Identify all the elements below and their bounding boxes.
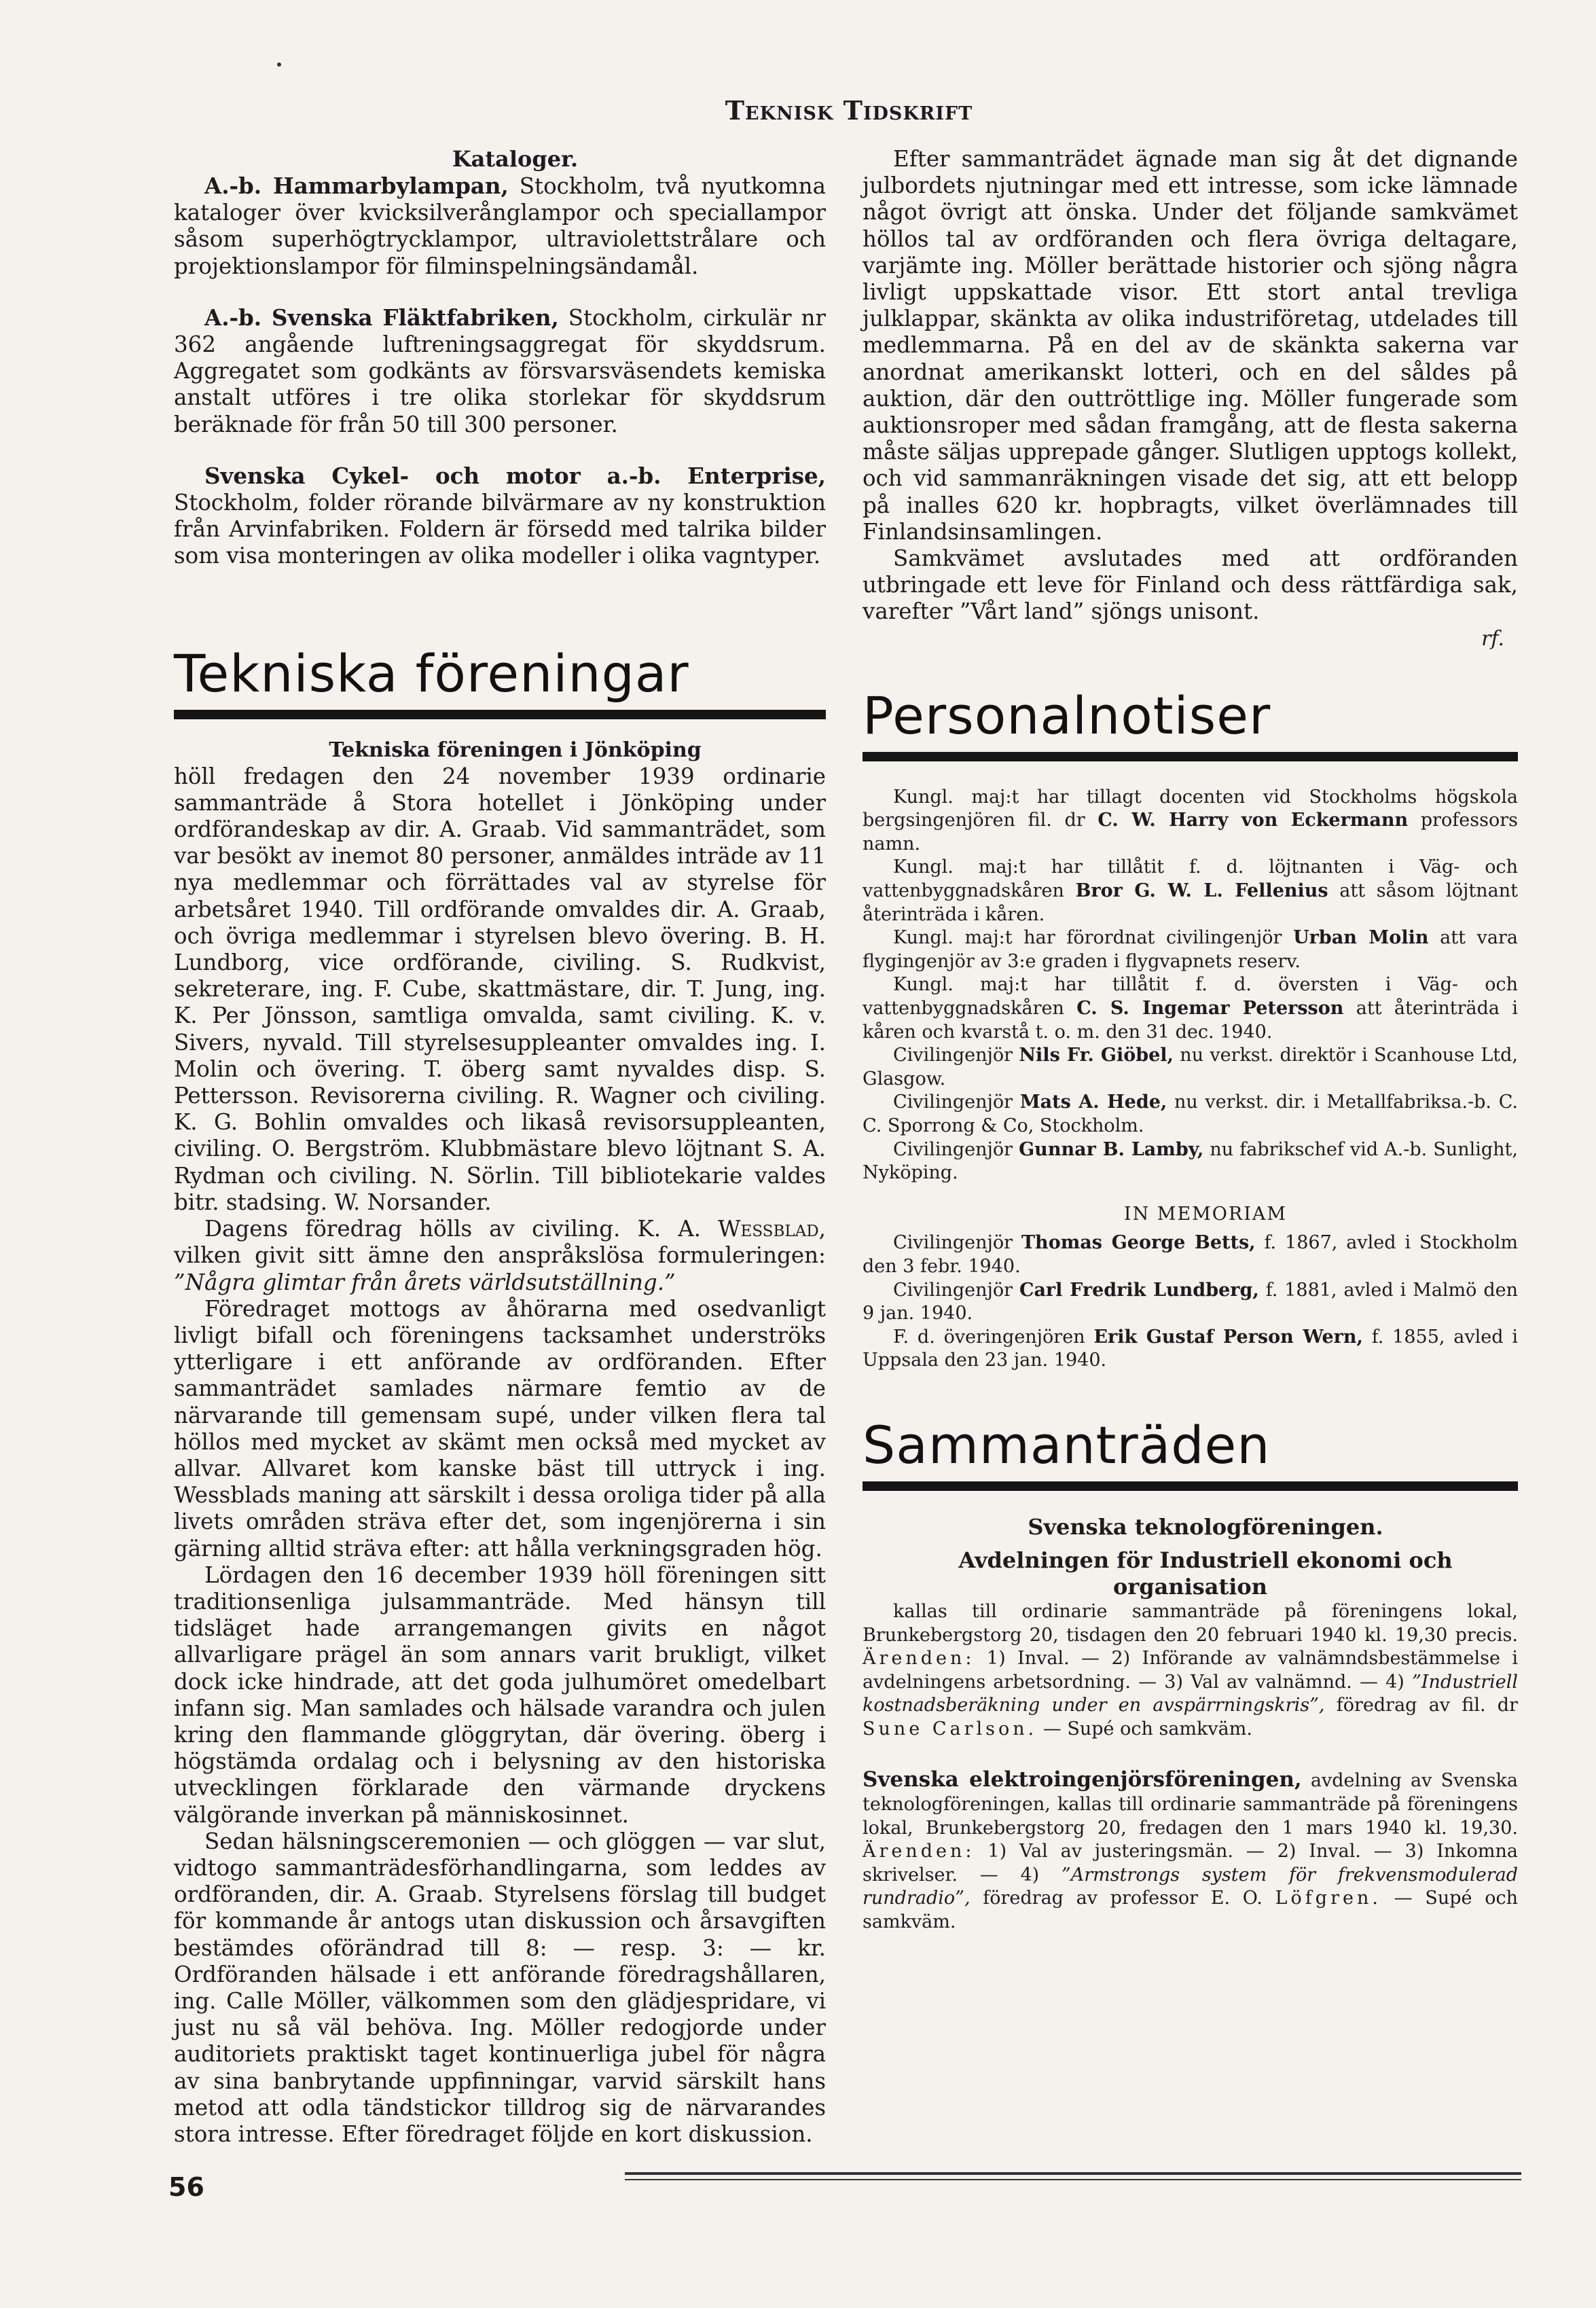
- ink-dot: [277, 62, 281, 67]
- katalog-item: [174, 173, 826, 280]
- katalog-text: Stockholm, folder rörande bilvärmare av ny konstruktion från Arvinfabriken. Foldern är försedd med talrika bilder som visa monteringen av olika modeller i olika vagntyper.: [174, 490, 826, 569]
- personal-notes: [863, 786, 1518, 1373]
- forening-paragraph: Föredraget mottogs av åhörarna med osedvanligt livligt bifall och föreningens tacksamhet underströks ytterligare i ett anförande av ordföranden. Efter sammanträdet samlades närmare femtio av de närvarande till gemensam supé, under vilken flera tal höllos med mycket av skämt men också med mycket av allvar. Allvaret kom kanske bäst till uttryck i ing. Wessblads maning att särskilt i dessa oroliga tider på alla livets områden sträva efter det, som ingenjörerna i sin gärning alltid sträva efter: att hålla verkningsgraden hög.: [174, 1295, 826, 1562]
- text-run: nu fabrikschef vid A.-b. Sunlight, Nyköping.: [863, 1138, 1518, 1184]
- forening-paragraph: Lördagen den 16 december 1939 höll föreningen sitt traditionsenliga julsammanträde. Med hänsyn till tidsläget hade arrangemangen givits en något allvarligare prägel än som annars varit brukligt, vilket dock icke hindrade, att det goda julhumöret omedelbart infann sig. Man samlades och hälsade varandra och julen kring den flammande glöggrytan, där övering. öberg i högstämda ordalag och i belysning av den historiska utvecklingen förklarade den värmande dryckens välgörande inverkan på människosinnet.: [174, 1562, 826, 1828]
- agenda-label: Ärenden:: [863, 1841, 975, 1862]
- personal-note: [863, 973, 1518, 1044]
- signature: rf.: [1481, 626, 1504, 651]
- forening-paragraph: [174, 1216, 826, 1296]
- in-memoriam-heading: IN MEMORIAM: [1123, 1203, 1288, 1225]
- katalog-item: [174, 463, 826, 570]
- text-run: att såsom löjtnant återinträda i kåren.: [863, 880, 1518, 925]
- avdelning-heading: Avdelningen för Industriell ekonomi och organisation: [958, 1547, 1453, 1600]
- footer-rule: [625, 2172, 1521, 2175]
- lecture-title: ”Några glimtar från årets världsutställning.”: [174, 1269, 676, 1295]
- text-run: Kungl. maj:t har tillåtit f. d. översten i Väg- och vattenbyggnadskåren: [863, 974, 1518, 1019]
- text-run: Dagens föredrag hölls av civiling. K. A.: [204, 1216, 719, 1242]
- text-run: kallas till ordinarie sammanträde på föreningens lokal, Brunkebergstorg 20, tisdagen den 20 februari 1940 kl. 19,30 precis.: [863, 1600, 1518, 1646]
- personal-note: [863, 1044, 1518, 1091]
- memoriam-note: [863, 1279, 1518, 1326]
- forening-heading: Tekniska föreningen i Jönköping: [329, 738, 702, 762]
- running-title: Teknisk Tidskrift: [725, 95, 973, 126]
- memoriam-note: [863, 1326, 1518, 1373]
- person-name: Nils Fr. Giöbel,: [1019, 1045, 1174, 1066]
- text-run: Civilingenjör: [893, 1232, 1021, 1254]
- section-title-foreningar: Tekniska föreningar: [174, 643, 689, 704]
- teknolog-heading: Svenska teknologföreningen.: [1028, 1513, 1383, 1540]
- text-run: — Supé och samkväm.: [1037, 1718, 1252, 1739]
- forening-paragraph: Sedan hälsningsceremonien — och glöggen — var slut, vidtogo sammanträdesförhandlingarna, som leddes av ordföranden, dir. A. Graab. Styrelsens förslag till budget för kommande år antogs utan diskussion och årsavgiften bestämdes oförändrad till 8: — resp. 3: — kr. Ordföranden hälsade i ett anförande föredragshållaren, ing. Calle Möller, välkommen som den glädjespridare, vi just nu så väl behöva. Ing. Möller redogjorde under auditoriets praktiskt taget kontinuerliga jubel för några av sina banbrytande uppfinningar, varvid särskilt hans metod att odla tändstickor tilldrog sig de närvarandes stora intresse. Efter föredraget följde en kort diskussion.: [174, 1828, 826, 2147]
- personal-note: [863, 926, 1518, 973]
- section-title-personalnotiser: Personalnotiser: [863, 685, 1271, 746]
- memoriam-note: [863, 1231, 1518, 1278]
- association-name: Svenska elektroingenjörsföreningen,: [863, 1767, 1302, 1792]
- text-run: — Supé och samkväm.: [863, 1888, 1518, 1933]
- lecture-title: ”Industriell kostnadsberäkning under en avspärrningskris”,: [863, 1671, 1518, 1716]
- meeting-notice: [863, 1600, 1518, 1742]
- forening-paragraph: Efter sammanträdet ägnade man sig åt det dignande julbordets njutningar med ett intresse, som icke lämnade något övrigt att önska. Under det följande samkvämet höllos tal av ordföranden och flera övriga deltagare, varjämte ing. Möller berättade historier och sjöng några livligt uppskattade visor. Ett stort antal trevliga julklappar, skänkta av olika industriföretag, utdelades till medlemmarna. På en del av de skänkta sakerna var anordnat amerikanskt lotteri, och en del såldes på auktion, där den outtröttlige ing. Möller fungerade som auktionsroper med sådan framgång, att de flesta sakerna måste säljas upprepade gånger. Slutligen upptogs kollekt, och vid sammanräkningen visade det sig, att ett belopp på inalles 620 kr. hopbragts, vilket överlämnades till Finlandsinsamlingen.: [863, 146, 1518, 545]
- kataloger-heading: Kataloger.: [452, 146, 579, 172]
- person-name: Urban Molin: [1293, 927, 1429, 949]
- section-title-sammantraden: Sammanträden: [863, 1414, 1271, 1475]
- katalog-text: Stockholm, cirkulär nr 362 angående luftreningsaggregat för skyddsrum. Aggregatet som godkänts av försvarsväsendets kemiska anstalt utföres i tre olika storlekar för skyddsrum beräknade för från 50 till 300 personer.: [174, 304, 826, 437]
- text-run: nu verkst. dir. i Metallfabriksa.-b. C. C. Sporrong & Co, Stockholm.: [863, 1092, 1518, 1136]
- text-run: 1) Inval. — 2) Införande av valnämndsbestämmelse i avdelningens arbetsordning. — 3) Val av valnämnd. — 4): [863, 1648, 1518, 1693]
- speaker-name: Sune Carlson.: [863, 1718, 1038, 1739]
- lecture-title: ”Armstrongs system för frekvensmodulerad rundradio”,: [863, 1864, 1518, 1909]
- speaker-name: Löfgren.: [1275, 1888, 1381, 1909]
- person-name: Carl Fredrik Lundberg,: [1019, 1279, 1259, 1301]
- text-run: föredrag av fil. dr: [1324, 1695, 1519, 1716]
- text-run: f. 1867, avled i Stockholm den 3 febr. 1940.: [863, 1232, 1518, 1277]
- text-run: Civilingenjör: [893, 1279, 1019, 1301]
- person-name: Gunnar B. Lamby,: [1019, 1138, 1204, 1160]
- page-number: 56: [168, 2172, 204, 2202]
- right-column: [863, 146, 1518, 1934]
- person-name: Erik Gustaf Person Wern,: [1093, 1326, 1363, 1348]
- text-run: Kungl. maj:t har tillagt docenten vid Stockholms högskola bergsingenjören fil. dr: [863, 786, 1518, 831]
- text-run: Civilingenjör: [893, 1045, 1019, 1066]
- text-run: att återinträda i kåren och kvarstå t. o. m. den 31 dec. 1940.: [863, 998, 1519, 1043]
- katalog-lead: A.-b. Hammarbylampan,: [204, 173, 509, 199]
- katalog-text: Stockholm, två nyutkomna kataloger över kvicksilverånglampor och speciallampor såsom superhögtrycklampor, ultraviolettstrålare och projektionslampor för filminspelningsändamål.: [174, 173, 826, 279]
- speaker-name: Wessblad,: [718, 1216, 826, 1242]
- text-run: f. 1855, avled i Uppsala den 23 jan. 1940.: [863, 1326, 1518, 1371]
- meeting-notice: [863, 1768, 1518, 1934]
- text-run: avdelning av Svenska teknologföreningen, kallas till ordinarie sammanträde på föreningens lokal, Brunkebergstorg 20, fredagen den 1 mars 1940 kl. 19,30.: [863, 1770, 1518, 1839]
- text-run: professors namn.: [863, 810, 1518, 854]
- agenda-label: Ärenden:: [863, 1648, 975, 1670]
- katalog-item: [174, 304, 826, 438]
- person-name: Bror G. W. L. Fellenius: [1075, 880, 1328, 902]
- forening-paragraph: höll fredagen den 24 november 1939 ordinarie sammanträde å Stora hotellet i Jönköping under ordförandeskap av dir. A. Graab. Vid sammanträdet, som var besökt av inemot 80 personer, anmäldes inträde av 11 nya medlemmar och förrättades val av styrelse för arbetsåret 1940. Till ordförande omvaldes dir. A. Graab, och övriga medlemmar i styrelsen blevo övering. B. H. Lundborg, vice ordförande, civiling. S. Rudkvist, sekreterare, ing. F. Cube, skattmästare, dir. T. Jung, ing. K. Per Jönsson, samtliga omvalda, samt civiling. K. v. Sivers, nyvald. Till styrelsesuppleanter omvaldes ing. I. Molin och övering. T. öberg samt nyvaldes disp. S. Pettersson. Revisorerna civiling. R. Wagner och civiling. K. G. Bohlin omvaldes och likaså revisorsuppleanten, civiling. O. Bergström. Klubbmästare blevo löjtnant S. A. Rydman och civiling. N. Sörlin. Till bibliotekarie valdes bitr. stadsing. W. Norsander.: [174, 763, 826, 1215]
- text-run: 1) Val av justeringsmän. — 2) Inval. — 3) Inkomna skrivelser. — 4): [863, 1841, 1518, 1886]
- person-name: Thomas George Betts,: [1021, 1232, 1256, 1254]
- left-column: [174, 146, 826, 2148]
- personal-note: [863, 856, 1518, 926]
- personal-note: [863, 786, 1518, 857]
- text-run: att vara flygingenjör av 3:e graden i flygvapnets reserv.: [863, 927, 1518, 972]
- section-rule: [863, 752, 1518, 761]
- katalog-lead: A.-b. Svenska Fläktfabriken,: [204, 304, 559, 331]
- person-name: C. W. Harry von Eckermann: [1098, 810, 1409, 831]
- katalog-lead: Svenska Cykel- och motor a.-b. Enterprise,: [204, 462, 826, 489]
- text-run: föredrag av professor E. O.: [970, 1888, 1275, 1909]
- person-name: C. S. Ingemar Petersson: [1076, 998, 1344, 1019]
- text-run: f. 1881, avled i Malmö den 9 jan. 1940.: [863, 1279, 1518, 1324]
- text-run: Civilingenjör: [893, 1138, 1019, 1160]
- personal-note: [863, 1138, 1518, 1185]
- footer-rule: [625, 2179, 1521, 2180]
- text-run: Kungl. maj:t har tillåtit f. d. löjtnanten i Väg- och vattenbyggnadskåren: [863, 857, 1518, 902]
- text-run: F. d. överingenjören: [893, 1326, 1094, 1348]
- forening-paragraph: Samkvämet avslutades med att ordföranden utbringade ett leve för Finland och dess rättfärdiga sak, varefter ”Vårt land” sjöngs unisont.: [863, 545, 1518, 625]
- section-rule: [863, 1481, 1518, 1491]
- personal-note: [863, 1091, 1518, 1138]
- text-run: nu verkst. direktör i Scanhouse Ltd, Glasgow.: [863, 1045, 1518, 1089]
- avdelning-notice: [863, 1600, 1518, 1934]
- person-name: Mats A. Hede,: [1019, 1092, 1167, 1113]
- text-run: vilken givit sitt ämne den anspråkslösa formuleringen:: [174, 1242, 826, 1269]
- text-run: Civilingenjör: [893, 1092, 1020, 1113]
- section-rule: [174, 710, 826, 719]
- text-run: Kungl. maj:t har förordnat civilingenjör: [893, 927, 1294, 949]
